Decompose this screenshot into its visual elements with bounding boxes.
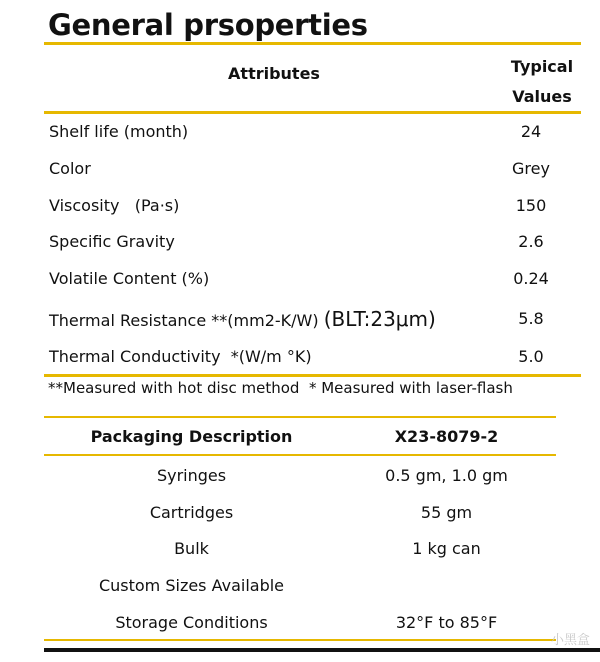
packaging-description: Storage Conditions	[115, 613, 268, 632]
attributes-column-header: Attributes	[228, 64, 320, 83]
packaging-row-cartridges	[44, 495, 556, 531]
packaging-description: Cartridges	[149, 503, 234, 522]
property-name: Viscosity (Pa·s)	[49, 196, 180, 215]
property-row-viscosity	[44, 188, 581, 224]
property-row-thermal-conductivity	[44, 339, 581, 375]
property-row-volatile-content	[44, 261, 581, 297]
packaging-description: Bulk	[174, 539, 209, 558]
property-row-specific-gravity	[44, 224, 581, 260]
typical-values-header-line1: Typical	[510, 57, 574, 76]
property-name: Color	[49, 159, 91, 178]
property-name: Thermal Conductivity *(W/m °K)	[49, 347, 312, 366]
packaging-description: Custom Sizes Available	[98, 576, 285, 595]
property-value: 5.8	[518, 309, 544, 328]
property-value: 2.6	[518, 232, 544, 251]
packaging-description-header: Packaging Description	[90, 427, 293, 446]
packaging-value: 0.5 gm, 1.0 gm	[385, 466, 508, 485]
property-value: 0.24	[513, 269, 549, 288]
property-name-blt: (BLT:23μm)	[323, 307, 436, 331]
product-code-header: X23-8079-2	[394, 427, 499, 446]
packaging-row-bulk	[44, 531, 556, 567]
property-name: Volatile Content (%)	[49, 269, 210, 288]
watermark: 小黑盒	[550, 633, 590, 648]
property-row-shelf-life	[44, 114, 581, 150]
property-name-main: Thermal Resistance **(mm2-K/W)	[49, 311, 319, 330]
property-name: Specific Gravity	[49, 232, 175, 251]
property-value: Grey	[512, 159, 550, 178]
packaging-value: 55 gm	[420, 503, 473, 522]
properties-bottom-divider	[44, 374, 581, 377]
property-row-color	[44, 151, 581, 187]
packaging-top-divider	[44, 416, 556, 418]
packaging-header-divider	[44, 454, 556, 456]
typical-values-header-line2: Values	[512, 87, 572, 106]
title-divider	[44, 42, 581, 45]
typical-values-column-header	[500, 52, 584, 112]
packaging-bottom-divider	[44, 639, 556, 641]
property-value: 24	[520, 122, 542, 141]
property-name	[49, 301, 436, 339]
page-title: General prsoperties	[48, 8, 368, 42]
packaging-value: 1 kg can	[412, 539, 481, 558]
property-row-thermal-resistance	[44, 301, 581, 337]
bottom-black-rule	[44, 648, 600, 652]
packaging-value: 32°F to 85°F	[395, 613, 498, 632]
property-value: 5.0	[518, 347, 544, 366]
property-name: Shelf life (month)	[49, 122, 189, 141]
measurement-footnote: **Measured with hot disc method * Measured with laser-flash	[48, 379, 513, 397]
packaging-row-custom-sizes	[44, 568, 556, 604]
packaging-description: Syringes	[156, 466, 227, 485]
packaging-row-syringes	[44, 458, 556, 494]
packaging-row-storage-conditions	[44, 605, 556, 641]
property-value: 150	[515, 196, 547, 215]
